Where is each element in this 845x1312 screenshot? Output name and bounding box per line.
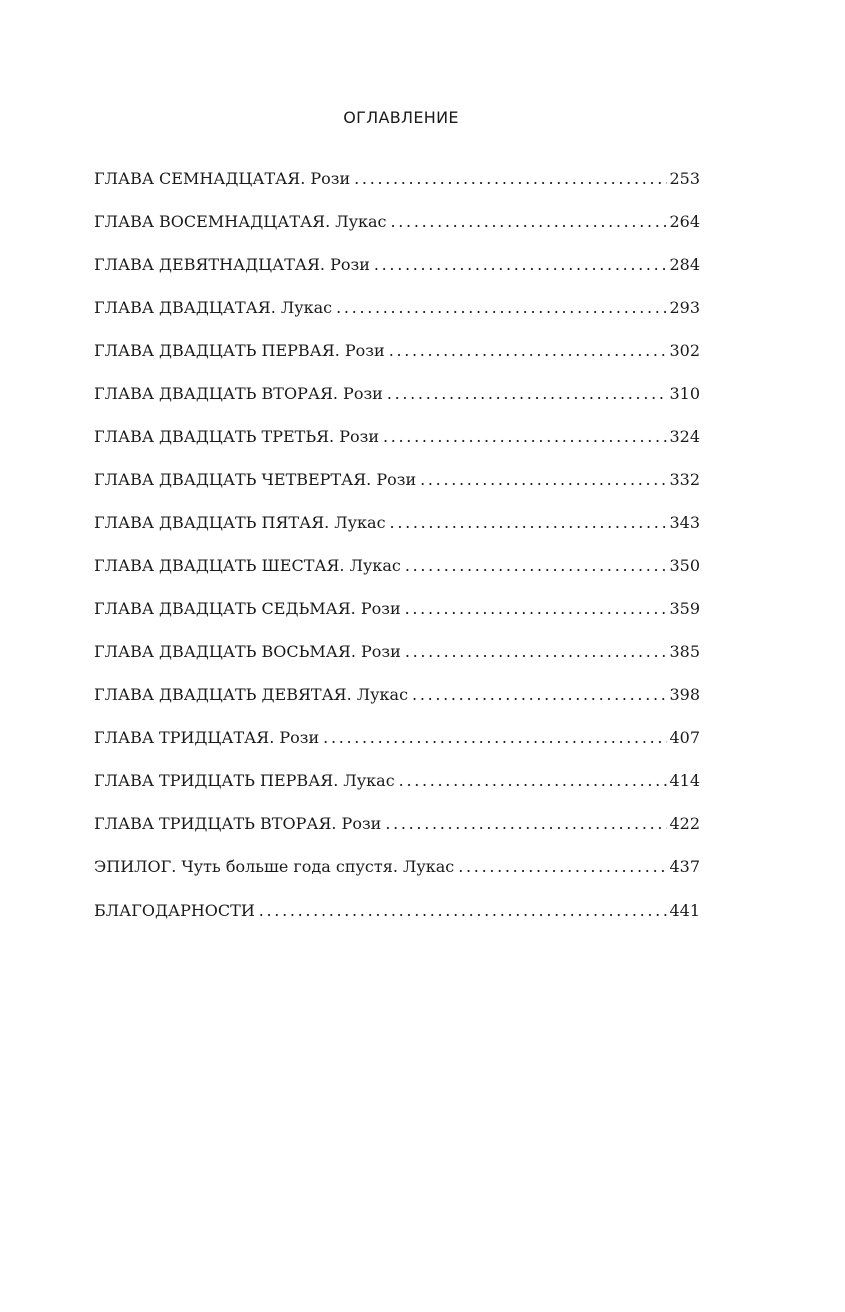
toc-entry <box>94 640 700 683</box>
page-number: 284 <box>669 255 700 274</box>
dot-leader <box>405 597 668 621</box>
toc-entry <box>94 468 700 511</box>
toc-entry <box>94 769 700 812</box>
chapter-title: ГЛАВА ТРИДЦАТАЯ. Рози <box>94 728 320 747</box>
chapter-title: ГЛАВА ТРИДЦАТЬ ВТОРАЯ. Рози <box>94 814 382 833</box>
toc-entry <box>94 554 700 597</box>
chapter-title: ГЛАВА ДВАДЦАТЬ ПЯТАЯ. Лукас <box>94 513 386 532</box>
page-number: 343 <box>669 513 700 532</box>
table-of-contents <box>94 167 700 943</box>
chapter-title: ГЛАВА ДВАДЦАТЬ ТРЕТЬЯ. Рози <box>94 427 379 446</box>
dot-leader <box>354 167 667 191</box>
toc-entry <box>94 253 700 296</box>
dot-leader <box>405 640 668 664</box>
toc-entry <box>94 382 700 425</box>
dot-leader <box>259 899 668 923</box>
chapter-title: ГЛАВА ДВАДЦАТЬ ДЕВЯТАЯ. Лукас <box>94 685 409 704</box>
chapter-title: ГЛАВА ДВАДЦАТЬ ВТОРАЯ. Рози <box>94 384 383 403</box>
page-number: 422 <box>669 814 700 833</box>
toc-entry <box>94 296 700 339</box>
page-number: 407 <box>669 728 700 747</box>
page-number: 385 <box>669 642 700 661</box>
page-number: 437 <box>669 857 700 876</box>
dot-leader <box>387 382 668 406</box>
dot-leader <box>458 855 667 879</box>
dot-leader <box>390 511 668 535</box>
page-number: 414 <box>669 771 700 790</box>
toc-entry <box>94 812 700 855</box>
chapter-title: ГЛАВА ДВАДЦАТЬ ЧЕТВЕРТАЯ. Рози <box>94 470 417 489</box>
page-number: 441 <box>669 901 700 920</box>
page-number: 302 <box>669 341 700 360</box>
dot-leader <box>420 468 667 492</box>
dot-leader <box>383 425 667 449</box>
chapter-title: ГЛАВА ДВАДЦАТЬ ПЕРВАЯ. Рози <box>94 341 385 360</box>
chapter-title: ГЛАВА ДВАДЦАТЬ СЕДЬМАЯ. Рози <box>94 599 401 618</box>
dot-leader <box>323 726 667 750</box>
page-number: 332 <box>669 470 700 489</box>
page-number: 253 <box>669 169 700 188</box>
chapter-title: ГЛАВА СЕМНАДЦАТАЯ. Рози <box>94 169 351 188</box>
chapter-title: ГЛАВА ВОСЕМНАДЦАТАЯ. Лукас <box>94 212 387 231</box>
toc-entry <box>94 210 700 253</box>
dot-leader <box>336 296 667 320</box>
chapter-title: ГЛАВА ДВАДЦАТАЯ. Лукас <box>94 298 333 317</box>
chapter-title: ГЛАВА ДЕВЯТНАДЦАТАЯ. Рози <box>94 255 370 274</box>
chapter-title: ГЛАВА ТРИДЦАТЬ ПЕРВАЯ. Лукас <box>94 771 395 790</box>
dot-leader <box>389 339 668 363</box>
dot-leader <box>405 554 668 578</box>
toc-entry <box>94 683 700 726</box>
page-title: ОГЛАВЛЕНИЕ <box>343 108 459 127</box>
toc-entry <box>94 167 700 210</box>
dot-leader <box>412 683 667 707</box>
chapter-title: ГЛАВА ДВАДЦАТЬ ШЕСТАЯ. Лукас <box>94 556 401 575</box>
page-number: 350 <box>669 556 700 575</box>
chapter-title: ГЛАВА ДВАДЦАТЬ ВОСЬМАЯ. Рози <box>94 642 401 661</box>
toc-entry <box>94 425 700 468</box>
chapter-title: ЭПИЛОГ. Чуть больше года спустя. Лукас <box>94 857 455 876</box>
toc-entry <box>94 855 700 899</box>
chapter-title: БЛАГОДАРНОСТИ <box>94 901 255 920</box>
toc-entry <box>94 339 700 382</box>
page-number: 264 <box>669 212 700 231</box>
dot-leader <box>391 210 668 234</box>
dot-leader <box>385 812 667 836</box>
dot-leader <box>374 253 668 277</box>
page-number: 324 <box>669 427 700 446</box>
toc-entry <box>94 726 700 769</box>
toc-entry <box>94 899 700 943</box>
page-number: 398 <box>669 685 700 704</box>
page-number: 310 <box>669 384 700 403</box>
dot-leader <box>399 769 668 793</box>
toc-entry <box>94 597 700 640</box>
page-number: 293 <box>669 298 700 317</box>
page-number: 359 <box>669 599 700 618</box>
toc-entry <box>94 511 700 554</box>
